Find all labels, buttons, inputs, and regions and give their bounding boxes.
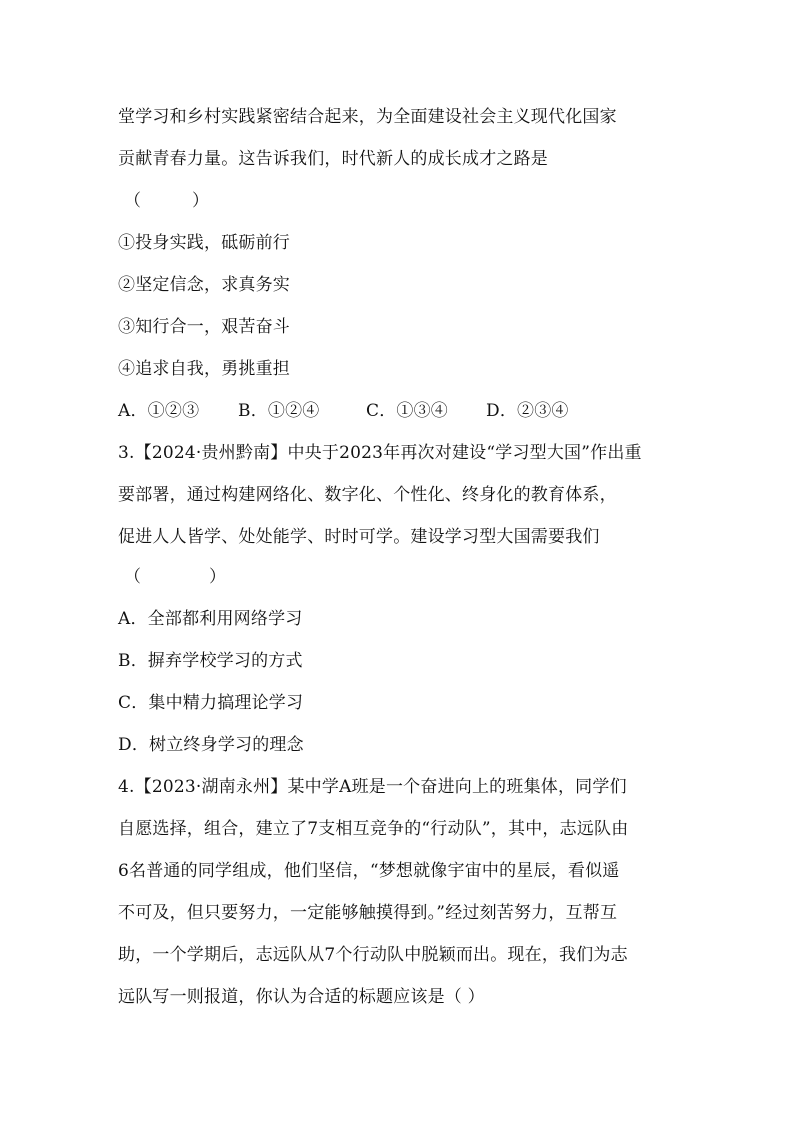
- q2-statement-3: ③知行合一，艰苦奋斗: [118, 317, 290, 337]
- q2-option-d: D．②③④: [486, 401, 569, 421]
- q2-stem-line-2: 贡献青春力量。这告诉我们，时代新人的成长成才之路是: [118, 149, 548, 169]
- q4-stem-line-3: 6名普通的同学组成，他们坚信，“梦想就像宇宙中的星辰，看似遥: [118, 861, 620, 881]
- q4-stem-line-2: 自愿选择，组合，建立了7支相互竞争的“行动队”，其中，志远队由: [118, 819, 629, 839]
- q3-option-d: D．树立终身学习的理念: [118, 735, 304, 755]
- q4-stem-line-4: 不可及，但只要努力，一定能够触摸得到。”经过刻苦努力，互帮互: [118, 903, 618, 923]
- q3-option-b: B．摒弃学校学习的方式: [118, 651, 303, 671]
- q3-option-c: C．集中精力搞理论学习: [118, 693, 304, 713]
- q2-answer-parens: （ ）: [124, 191, 209, 211]
- q4-stem-line-1: 4.【2023·湖南永州】某中学A班是一个奋进向上的班集体，同学们: [118, 777, 627, 797]
- q2-option-a: A．①②③: [118, 401, 200, 421]
- q2-statement-2: ②坚定信念，求真务实: [118, 275, 290, 295]
- q2-stem-line-1: 堂学习和乡村实践紧密结合起来，为全面建设社会主义现代化国家: [118, 107, 617, 127]
- q4-stem-line-6: 远队写一则报道，你认为合适的标题应该是（ ）: [118, 987, 485, 1007]
- q3-option-a: A．全部都利用网络学习: [118, 609, 303, 629]
- q2-option-c: C．①③④: [366, 401, 449, 421]
- q2-statement-1: ①投身实践，砥砺前行: [118, 233, 290, 253]
- q3-stem-line-2: 要部署，通过构建网络化、数字化、个性化、终身化的教育体系，: [118, 485, 617, 505]
- q4-stem-line-5: 助，一个学期后，志远队从7个行动队中脱颖而出。现在，我们为志: [118, 945, 628, 965]
- q3-answer-parens: （ ）: [124, 567, 226, 587]
- q2-statement-4: ④追求自我，勇挑重担: [118, 359, 290, 379]
- q2-options-row: [118, 400, 569, 422]
- q3-stem-line-3: 促进人人皆学、处处能学、时时可学。建设学习型大国需要我们: [118, 527, 600, 547]
- q3-stem-line-1: 3.【2024·贵州黔南】中央于2023年再次对建设“学习型大国”作出重: [118, 443, 642, 463]
- q2-option-b: B．①②④: [238, 401, 320, 421]
